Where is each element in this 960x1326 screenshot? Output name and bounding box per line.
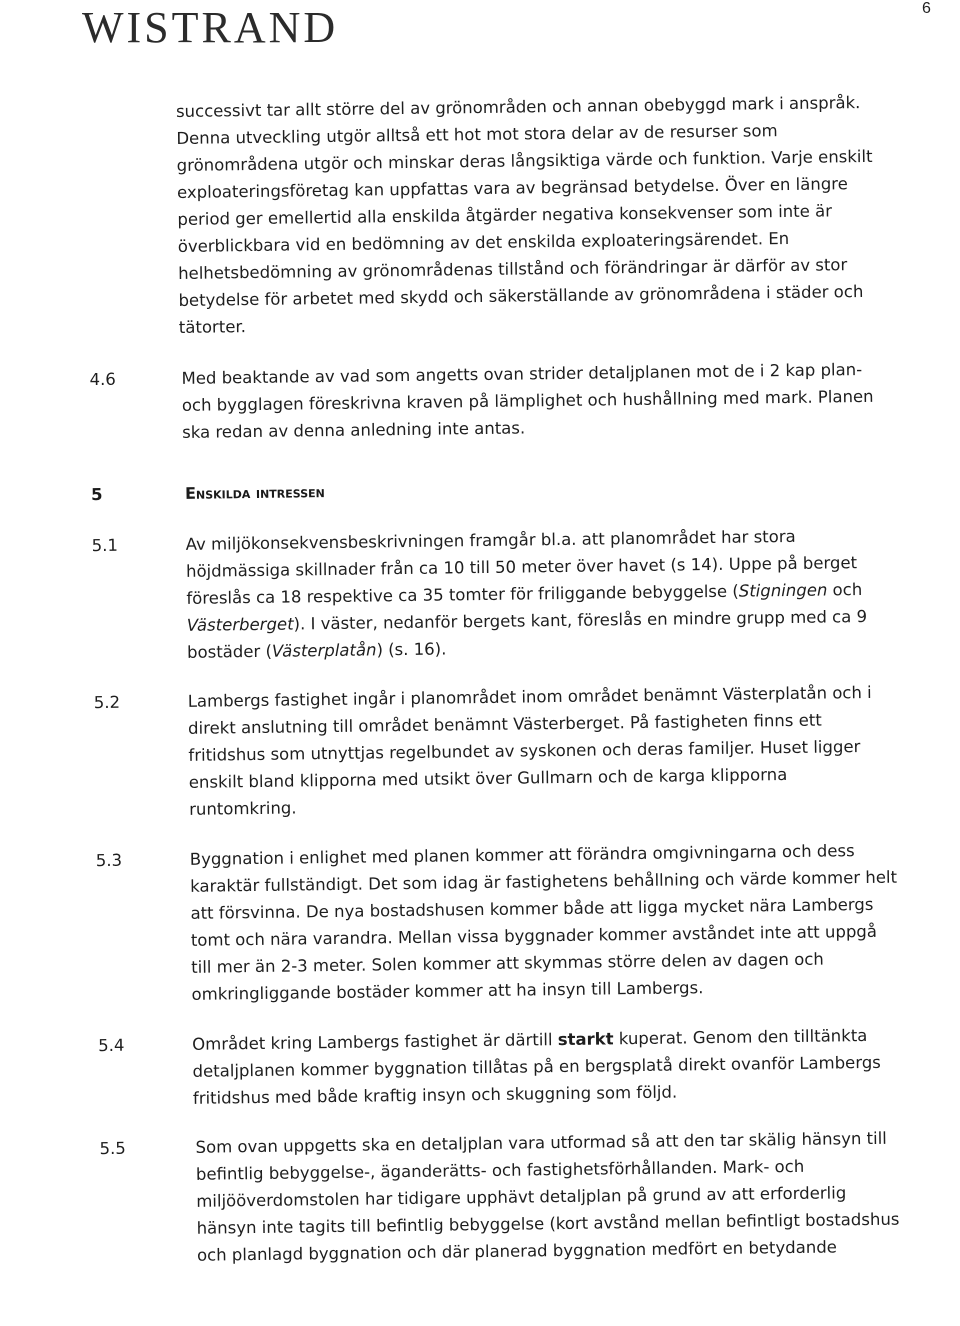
paragraph-number: 4.6	[89, 369, 116, 390]
text-line: grönområdena utgör och minskar deras långsiktiga värde och funktion. Varje enskilt	[176, 146, 873, 175]
text-line: karaktär fullständigt. Det som idag är fastighetens behållning och värde kommer helt	[190, 867, 898, 896]
italic-place-name: Västerberget	[186, 614, 294, 635]
text-line: helhetsbedömning av grönområdenas tillstånd och förändringar är därför av stor	[178, 255, 848, 283]
text-line: till mer än 2-3 meter. Solen kommer att skymmas större delen av dagen och	[191, 949, 824, 977]
page-number: 6	[922, 0, 931, 17]
text-line: detaljplanen kommer byggnation tillåtas på en bergsplatå direkt ovanför Lambergs	[192, 1052, 881, 1081]
text-run: ) (s. 16).	[376, 639, 447, 660]
text-line	[187, 641, 446, 661]
company-logo: WISTRAND	[82, 3, 339, 52]
text-line: ska redan av denna anledning inte antas.	[182, 418, 526, 442]
text-line: miljööverdomstolen har tidigare upphävt detaljplan på grund av att erforderlig	[196, 1183, 847, 1211]
paragraph-number: 5.1	[91, 535, 119, 556]
text-line	[186, 582, 862, 607]
text-run: Området kring Lambergs fastighet är därtill	[192, 1030, 558, 1054]
text-line: hänsyn inte tagits till befintlig bebyggelse (kort avstånd mellan befintligt bostadshus	[196, 1209, 900, 1238]
text-line: omkringliggande bostäder kommer att ha insyn till Lambergs.	[191, 978, 704, 1004]
text-line: exploateringsföretag kan uppfattas vara av begränsad betydelse. Över en längre	[176, 174, 848, 202]
text-line: överblickbara vid en bedömning av det enskilda exploateringsärendet. En	[177, 228, 790, 256]
text-line: Som ovan uppgetts ska en detaljplan vara utformad så att den tar skälig hänsyn till	[195, 1128, 887, 1157]
text-line: Byggnation i enlighet med planen kommer att förändra omgivningarna och dess	[189, 841, 855, 869]
text-line: fritidshus med både kraftig insyn och skuggning som följd.	[192, 1082, 678, 1108]
text-line: att försvinna. De nya bostadshusen kommer både att ligga mycket nära Lambergs	[190, 894, 874, 923]
italic-place-name: Stigningen	[738, 580, 828, 601]
text-line: och planlagd byggnation och där planerad byggnation medfört en betydande	[196, 1237, 838, 1265]
text-run: föreslås ca 18 respektive ca 35 tomter för friliggande bebyggelse (	[186, 581, 739, 608]
paragraph-number: 5.2	[93, 692, 121, 713]
text-line: tätorter.	[178, 317, 247, 337]
text-run: ). I väster, nedanför bergets kant, föreslås en mindre grupp med ca 9	[293, 606, 868, 634]
text-line: enskilt bland klipporna med utsikt över Gullmarn och de karga klipporna	[188, 765, 788, 792]
text-line	[186, 606, 868, 635]
text-line: runtomkring.	[189, 798, 297, 819]
text-run: kuperat. Genom den tilltänkta	[613, 1026, 868, 1049]
text-line: Med beaktande av vad som angetts ovan strider detaljplanen mot de i 2 kap plan-	[181, 360, 863, 388]
text-line: befintlig bebyggelse-, äganderätts- och fastighetsförhållanden. Mark- och	[195, 1156, 805, 1184]
bold-emphasis: starkt	[557, 1029, 614, 1050]
text-line: Denna utveckling utgör alltså ett hot mot stora delar av de resurser som	[176, 121, 778, 148]
text-line: Lambergs fastighet ingår i planområdet inom området benämnt Västerplatån och i	[187, 682, 872, 711]
text-line: direkt anslutning till området benämnt Västerberget. På fastigheten finns ett	[187, 710, 822, 738]
text-run: och	[827, 580, 863, 600]
text-line: Av miljökonsekvensbeskrivningen framgår bl.a. att planområdet har stora	[185, 526, 796, 554]
text-line: tomt och nära varandra. Mellan vissa byggnader kommer avståndet inte att uppgå	[190, 921, 878, 950]
text-line: höjdmässiga skillnader från ca 10 till 50 meter över havet (s 14). Uppe på berget	[185, 553, 858, 581]
text-run: bostäder (	[186, 641, 273, 662]
italic-place-name: Västerplatån	[271, 640, 377, 661]
section-heading: Enskilda intressen	[184, 482, 325, 503]
text-line	[192, 1028, 867, 1053]
text-line: successivt tar allt större del av grönområden och annan obebyggd mark i anspråk.	[175, 93, 861, 121]
text-line: betydelse för arbetet med skydd och säkerställande av grönområdena i städer och	[178, 282, 864, 310]
section-number: 5	[90, 484, 103, 505]
text-line: och bygglagen föreskrivna kraven på lämplighet och hushållning med mark. Planen	[181, 386, 874, 415]
text-line: fritidshus som utnyttjas regelbundet av syskonen och deras familjer. Huset ligger	[188, 737, 861, 765]
paragraph-number: 5.3	[95, 850, 123, 871]
paragraph-number: 5.4	[98, 1035, 125, 1056]
text-line: period ger emellertid alla enskilda åtgärder negativa konsekvenser som inte är	[177, 201, 833, 229]
paragraph-number: 5.5	[99, 1138, 126, 1159]
